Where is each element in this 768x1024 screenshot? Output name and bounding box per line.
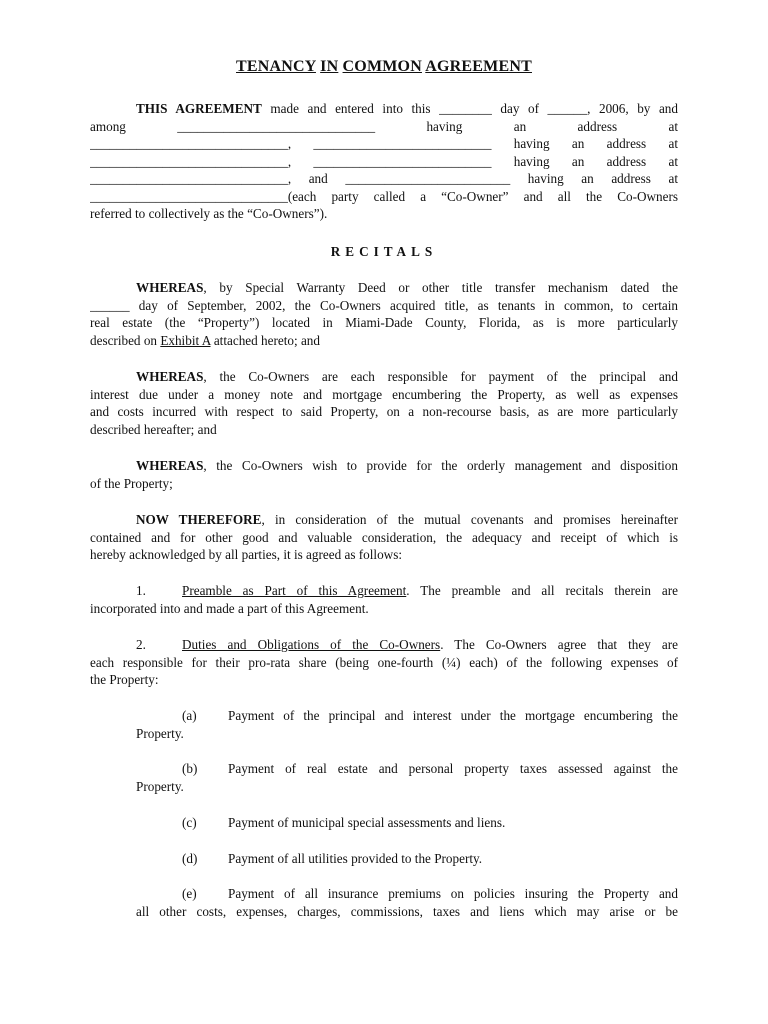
- whereas-lead: WHEREAS: [136, 458, 204, 473]
- list-item: [136, 814, 678, 832]
- section-heading: Duties and Obligations of the Co-Owners: [182, 637, 441, 652]
- section-line: the Property:: [90, 672, 159, 687]
- now-therefore-paragraph: [90, 511, 678, 564]
- intro-line: among ______________________________ having an address at: [90, 118, 678, 134]
- list-item: [136, 885, 678, 920]
- list-item: [136, 760, 678, 795]
- now-lead: NOW THEREFORE: [136, 512, 262, 527]
- section-line: incorporated into and made a part of this Agreement.: [90, 600, 369, 616]
- whereas-text: described on: [90, 332, 161, 348]
- title-word: COMMON: [342, 58, 422, 75]
- item-text: Payment of the principal and interest under the mortgage encumbering the: [228, 708, 678, 723]
- whereas-line: [90, 279, 678, 297]
- intro-line: ______________________________, ___________________________ having an address at: [90, 136, 678, 151]
- section-line: [90, 582, 678, 600]
- whereas-paragraph: [90, 457, 678, 492]
- whereas-line: real estate (the “Property”) located in Miami-Dade County, Florida, as is more particularly: [90, 315, 678, 330]
- whereas-line: of the Property;: [90, 475, 173, 491]
- item-line: Property.: [136, 725, 184, 741]
- whereas-line: [90, 457, 678, 475]
- item-line: Property.: [136, 778, 184, 794]
- item-label: (c): [182, 815, 197, 830]
- whereas-paragraph: [90, 279, 678, 349]
- document-title: [0, 58, 768, 76]
- item-text: Payment of all utilities provided to the Property.: [228, 851, 483, 866]
- section-heading: Preamble as Part of this Agreement: [182, 583, 407, 598]
- item-line: all other costs, expenses, charges, commissions, taxes and liens which may arise or be: [136, 903, 678, 919]
- intro-line: [90, 100, 678, 118]
- now-line: hereby acknowledged by all parties, it is agreed as follows:: [90, 547, 403, 562]
- list-item: [136, 707, 678, 742]
- item-label: (d): [182, 851, 198, 866]
- whereas-text: , the Co-Owners wish to provide for the orderly management and disposition: [203, 458, 678, 473]
- title-word: AGREEMENT: [425, 58, 532, 75]
- intro-line: ______________________________, ___________________________ having an address at: [90, 153, 678, 169]
- whereas-lead: WHEREAS: [136, 369, 204, 384]
- item-line: [136, 885, 678, 903]
- exhibit-reference: Exhibit A: [160, 332, 211, 348]
- section-text: . The Co-Owners agree that they are: [440, 637, 678, 652]
- intro-line: ______________________________, and _________________________ having an address at: [90, 171, 678, 186]
- intro-text: made and entered into this ________ day of ______, 2006, by and: [261, 101, 678, 116]
- whereas-line: [90, 332, 678, 350]
- item-text: Payment of all insurance premiums on policies insuring the Property and: [228, 886, 678, 901]
- section-number: 1.: [136, 583, 146, 598]
- section-2: [90, 636, 678, 689]
- item-line: [136, 760, 678, 778]
- intro-paragraph: [90, 100, 678, 223]
- item-text: Payment of municipal special assessments and liens.: [228, 815, 506, 830]
- item-label: (a): [182, 708, 197, 723]
- whereas-lead: WHEREAS: [136, 280, 204, 295]
- intro-line: referred to collectively as the “Co-Owners”).: [90, 206, 328, 221]
- whereas-line: interest due under a money note and mortgage encumbering the Property, as well as expenses: [90, 386, 678, 402]
- recitals-heading: RECITALS: [330, 244, 438, 259]
- now-line: contained and for other good and valuable consideration, the adequacy and receipt of which is: [90, 529, 678, 545]
- list-item: [136, 850, 678, 868]
- item-line: [136, 850, 678, 868]
- item-line: [136, 707, 678, 725]
- section-1: [90, 582, 678, 617]
- whereas-text: , by Special Warranty Deed or other title transfer mechanism dated the: [203, 280, 678, 295]
- section-line: [90, 636, 678, 654]
- item-label: (e): [182, 886, 197, 901]
- whereas-line: ______ day of September, 2002, the Co-Owners acquired title, as tenants in common, to certain: [90, 297, 678, 313]
- title-word: IN: [320, 58, 339, 75]
- item-line: [136, 814, 678, 832]
- section-line: each responsible for their pro-rata share (being one-fourth (¼) each) of the following expenses of: [90, 654, 678, 670]
- section-text: . The preamble and all recitals therein are: [406, 583, 678, 598]
- section-number: 2.: [136, 637, 146, 652]
- intro-lead: THIS AGREEMENT: [136, 101, 262, 116]
- whereas-text: , the Co-Owners are each responsible for payment of the principal and: [203, 369, 678, 384]
- whereas-line: described hereafter; and: [90, 421, 217, 437]
- now-text: , in consideration of the mutual covenants and promises hereinafter: [261, 512, 678, 527]
- whereas-line: [90, 368, 678, 386]
- whereas-paragraph: [90, 368, 678, 438]
- now-line: [90, 511, 678, 529]
- intro-line: ______________________________(each party called a “Co-Owner” and all the Co-Owners: [90, 188, 678, 204]
- whereas-line: and costs incurred with respect to said Property, on a non-recourse basis, as are more particularly: [90, 404, 678, 419]
- item-label: (b): [182, 761, 198, 776]
- title-word: TENANCY: [236, 58, 316, 75]
- whereas-text: attached hereto; and: [210, 332, 320, 348]
- item-text: Payment of real estate and personal property taxes assessed against the: [228, 761, 678, 776]
